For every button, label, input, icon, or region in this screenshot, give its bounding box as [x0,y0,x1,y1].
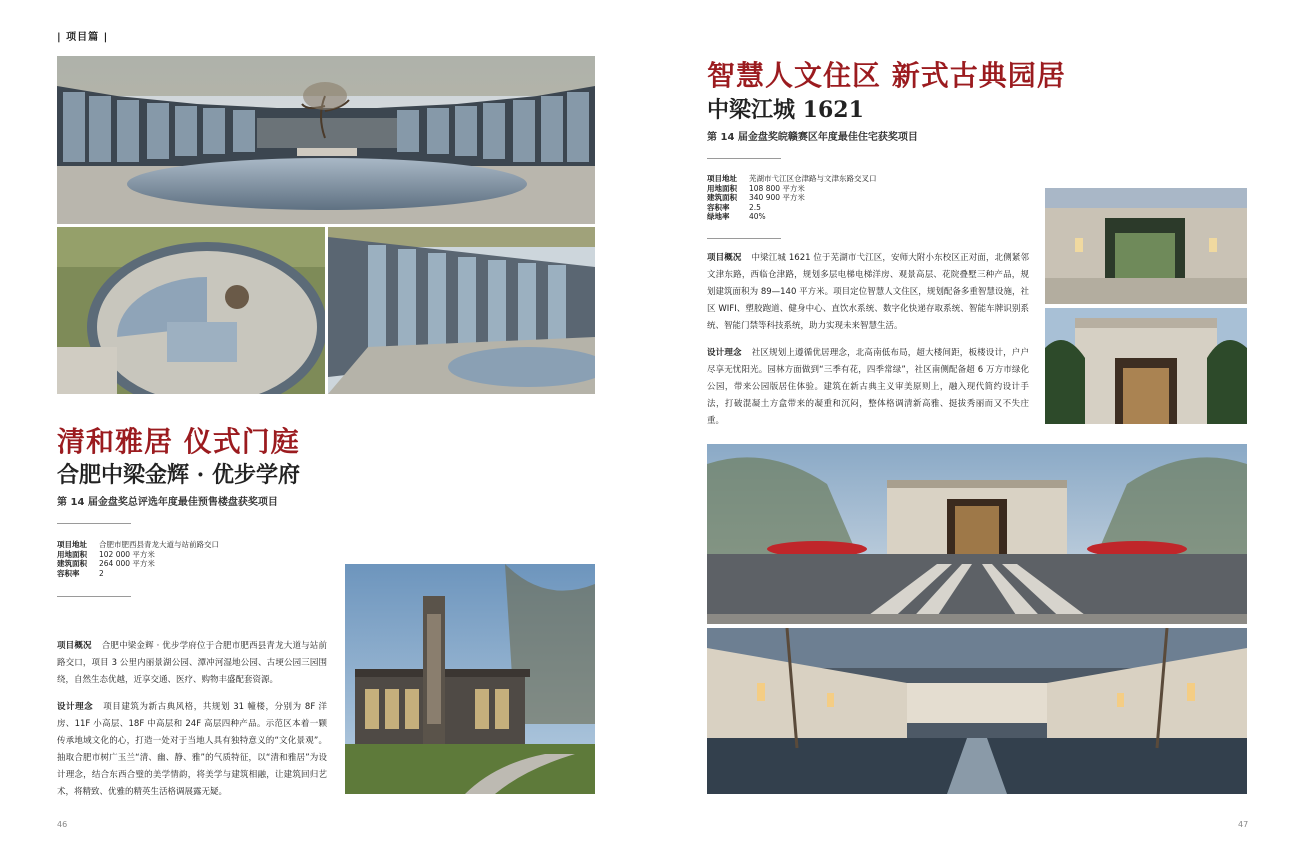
right-project-name: 中梁江城 1621 [707,97,864,123]
left-project-name: 合肥中梁金辉 · 优步学府 [57,462,300,488]
left-headline: 清和雅居 仪式门庭 [57,425,300,458]
section-tag: | 项目篇 | [57,32,109,43]
right-page-number: 47 [1238,820,1249,829]
photo-entrance-fountain-plaza [707,444,1247,624]
right-info-table [707,174,877,222]
info-value: 2 [99,568,104,578]
info-key: 容积率 [57,568,80,578]
photo-water-wall-courtyard [328,227,595,394]
left-info-row [57,559,219,569]
photo-aerial-circular-court [57,227,325,394]
left-info-row [57,569,219,579]
info-key: 项目地址 [707,174,737,183]
right-divider-bottom [707,238,781,239]
right-headline: 智慧人文住区 新式古典园居 [707,59,1066,92]
photo-gateway-pylon [345,564,595,794]
design-text: 项目建筑为新古典风格，共规划 31 幢楼，分别为 8F 洋房、11F 小高层、18F 中高层和 24F 高层四种产品。示范区本着一颗传承地域文化的心，打造一处对于当地人具有独特意义的“文化景观”。抽取合肥市树广玉兰“清、幽、静、雅”的气质特征，以“清和雅居”为设计理念，结合东西合璧的美学情韵，将美学与建筑相融，让建筑回归艺术，将精致、优雅的精英生活格调展露无疑。 [57,702,327,797]
left-page-number: 46 [57,820,68,829]
photo-stone-gate-courtyard [1045,188,1247,304]
info-key: 绿地率 [707,212,730,221]
photo-reflecting-pool-courtyard [707,628,1247,794]
right-info-row [707,212,877,222]
info-value: 芜湖市弋江区仓津路与文津东路交叉口 [749,174,877,183]
right-divider-top [707,158,781,159]
info-key: 用地面积 [57,549,87,559]
info-value: 合肥市肥西县青龙大道与站前路交口 [99,540,219,549]
design-label: 设计理念 [707,348,742,358]
right-info-row [707,174,877,184]
overview-label: 项目概况 [707,253,742,263]
left-overview [57,638,327,689]
info-key: 用地面积 [707,183,737,193]
info-key: 建筑面积 [707,193,737,202]
overview-text: 合肥中梁金辉 · 优步学府位于合肥市肥西县青龙大道与站前路交口，项目 3 公里内丽景湖公园、潭冲河湿地公园、古埂公园三园围绕，自然生态优越，近享交通、医疗、购物丰盛配套资源。 [57,641,327,685]
photo-neoclassical-facade [1045,308,1247,424]
right-overview [707,250,1029,335]
info-value: 2.5 [749,202,761,212]
left-info-table [57,540,219,578]
right-design [707,345,1029,430]
info-value: 40% [749,212,766,221]
design-text: 社区规划上遵循优居理念，北高南低布局，超大楼间距，板楼设计，户户尽享无忧阳光。园林方面做到“三季有花，四季常绿”，社区南侧配备超 6 万方市绿化公园，带来公园版居住体验。建筑在新古典主义审美原则上，融入现代简约设计手法，打破混凝土方盒带来的凝重和沉闷，整体格调清新高雅、挺拔秀丽而又不失庄重。 [707,348,1029,426]
left-design [57,699,327,801]
left-divider-top [57,523,131,524]
right-award: 第 14 届金盘奖皖赣赛区年度最佳住宅获奖项目 [707,132,918,143]
info-value: 264 000 平方米 [99,559,155,568]
info-value: 340 900 平方米 [749,193,805,202]
info-key: 项目地址 [57,540,87,549]
overview-label: 项目概况 [57,641,92,651]
left-award: 第 14 届金盘奖总评选年度最佳预售楼盘获奖项目 [57,497,278,508]
left-info-row [57,540,219,550]
right-info-row [707,184,877,194]
left-divider-bottom [57,596,131,597]
right-info-row [707,203,877,213]
left-info-row [57,550,219,560]
design-label: 设计理念 [57,702,94,712]
info-key: 建筑面积 [57,559,87,568]
right-info-row [707,193,877,203]
info-value: 108 800 平方米 [749,183,805,193]
overview-text: 中梁江城 1621 位于芜湖市弋江区，安师大附小东校区正对面，北侧紧邻文津东路，西临仓津路，规划多层电梯电梯洋房、观景高层、花院叠墅三种产品，规划建筑面积为 89—140 平方米。项目定位智慧人文住区，规划配备多重智慧设施，社区 WIFI、塑胶跑道、健身中心、直饮水系统、数字化快递存取系统、智能车牌识别系统、智能门禁等科技系统，助力实现未来智慧生活。 [707,253,1029,331]
photo-circular-pool-panorama [57,56,595,224]
info-key: 容积率 [707,202,730,212]
info-value: 102 000 平方米 [99,549,155,559]
